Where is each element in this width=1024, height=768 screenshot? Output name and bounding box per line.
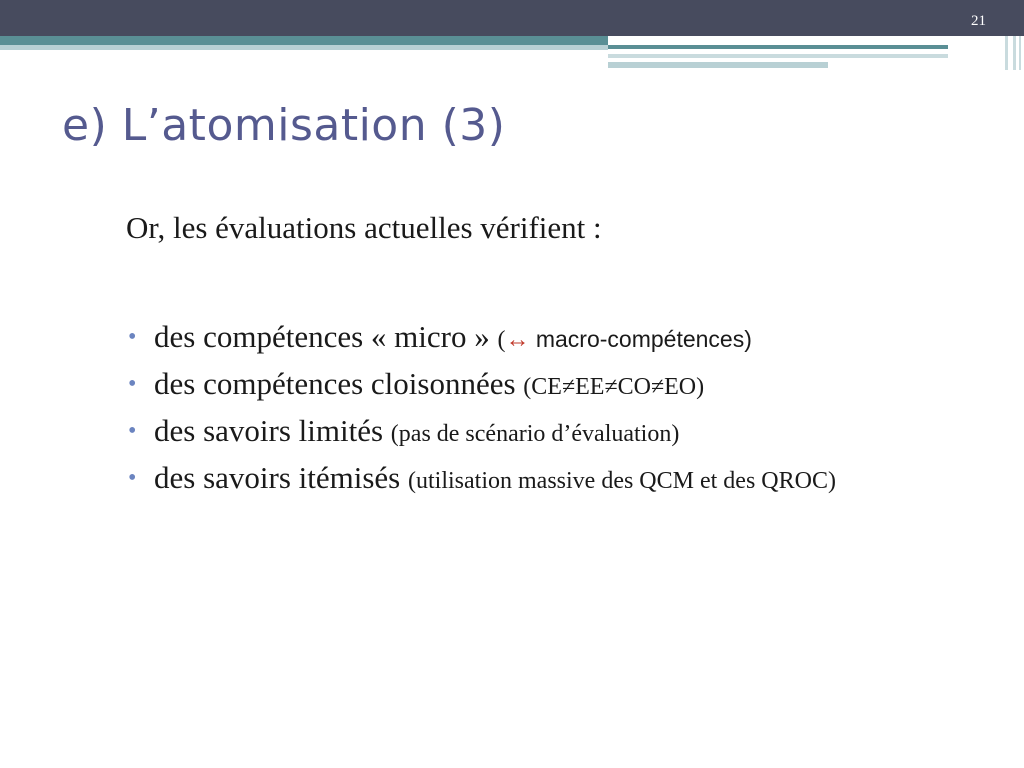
bullet-paren: ( bbox=[497, 327, 506, 353]
bullet-detail-text: (pas de scénario d’évaluation) bbox=[390, 421, 680, 447]
bullet-icon: • bbox=[128, 324, 137, 350]
bullet-main-text: des compétences cloisonnées bbox=[154, 366, 524, 401]
bullet-main-text: des compétences « micro » bbox=[154, 319, 498, 354]
header-decor-vline bbox=[1013, 36, 1016, 70]
list-item bbox=[126, 459, 976, 500]
bullet-icon: • bbox=[128, 465, 137, 491]
header-decor-vline bbox=[1005, 36, 1008, 70]
slide-title: e) L’atomisation (3) bbox=[62, 100, 506, 151]
list-item bbox=[126, 318, 976, 359]
header-decor-line bbox=[608, 54, 948, 58]
list-item bbox=[126, 412, 976, 453]
bullet-detail-text: (utilisation massive des QCM et des QROC) bbox=[408, 468, 836, 494]
header-decor-vline bbox=[1019, 36, 1021, 70]
arrow-icon: ↔ bbox=[505, 327, 530, 353]
bullet-detail-text: (CE≠EE≠CO≠EO) bbox=[523, 374, 705, 400]
bullet-list bbox=[126, 318, 976, 506]
header-decor-line bbox=[608, 45, 948, 49]
bullet-main-text: des savoirs itémisés bbox=[154, 460, 408, 495]
bullet-main-text: des savoirs limités bbox=[154, 413, 391, 448]
bullet-icon: • bbox=[128, 371, 137, 397]
bullet-icon: • bbox=[128, 418, 137, 444]
header-decor-line bbox=[608, 62, 828, 68]
list-item bbox=[126, 365, 976, 406]
intro-text: Or, les évaluations actuelles vérifient : bbox=[126, 210, 602, 245]
slide-number: 21 bbox=[971, 13, 986, 29]
bullet-detail-text: macro-compétences) bbox=[529, 326, 752, 352]
header-bar bbox=[0, 0, 1024, 36]
